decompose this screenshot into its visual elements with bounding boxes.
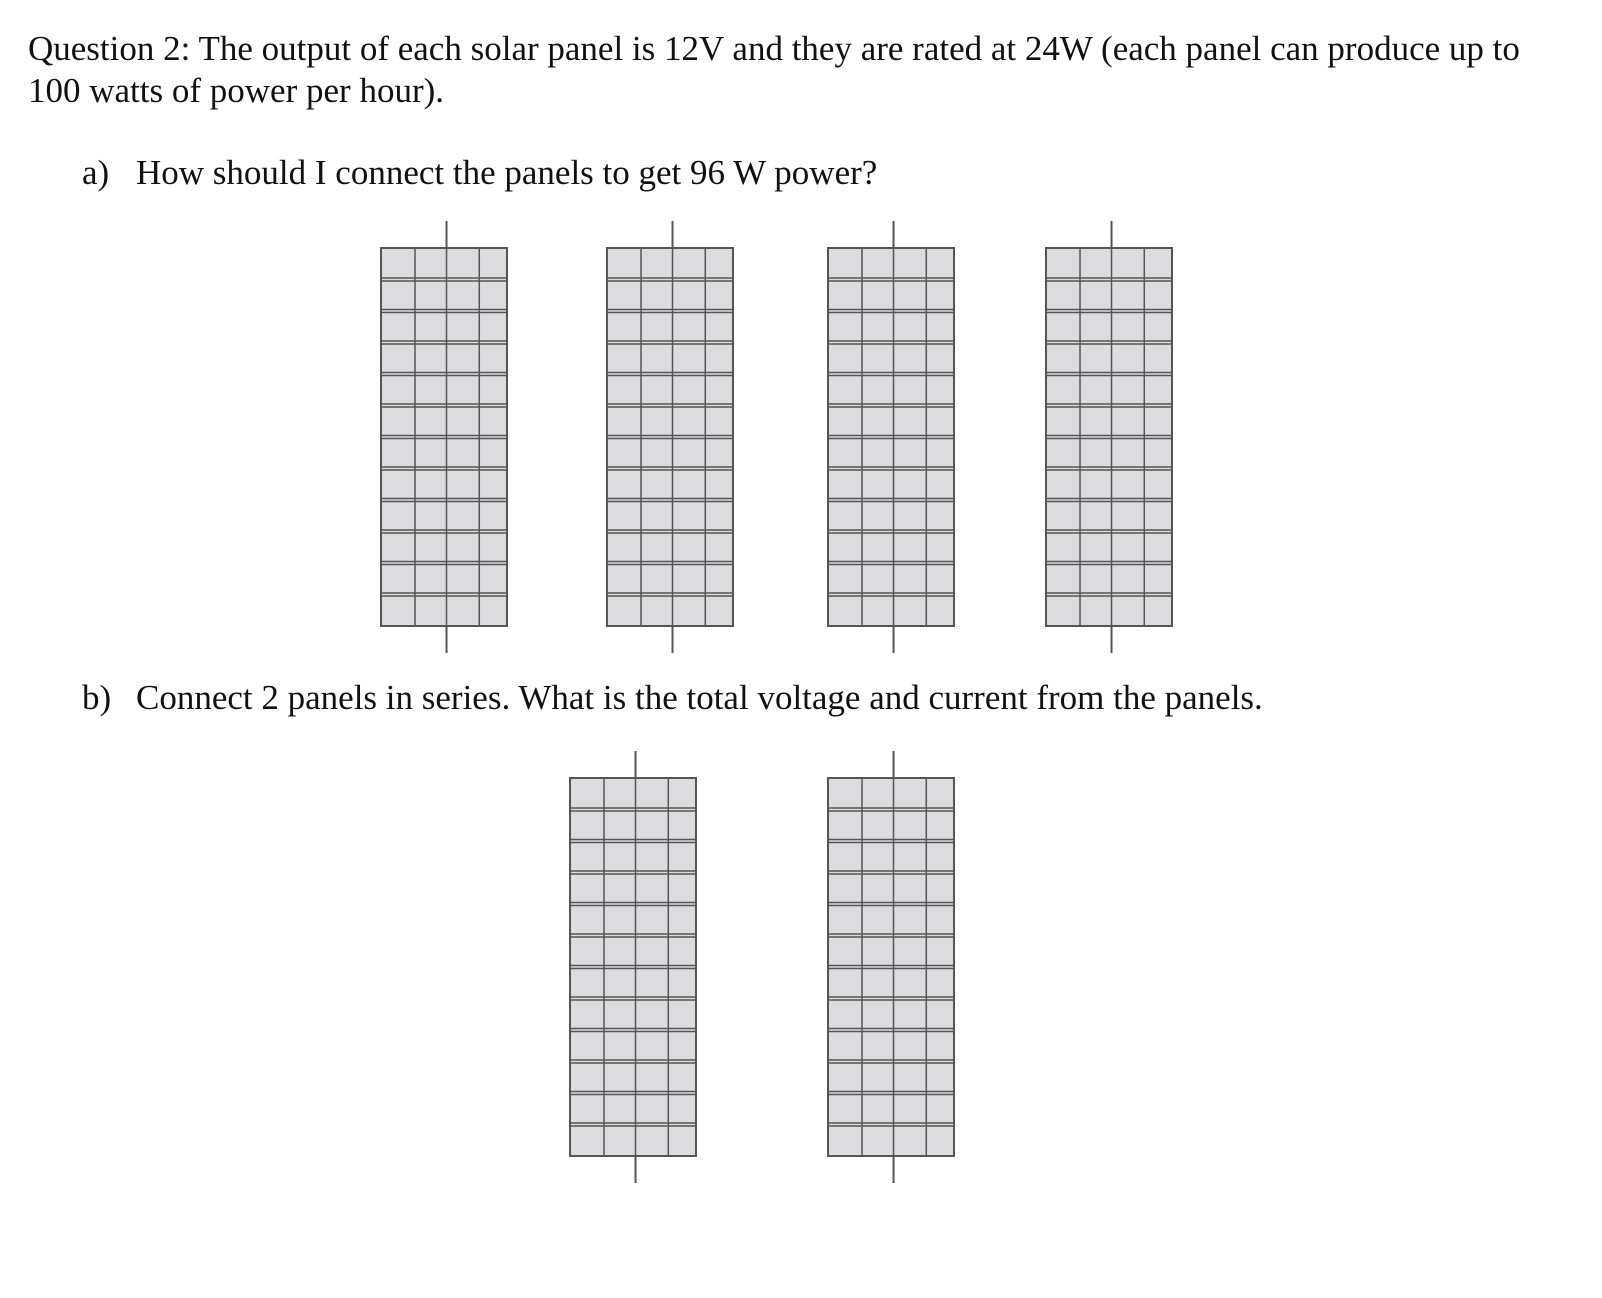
solar-panel-a-3 [828, 221, 954, 653]
panel-frame [1046, 248, 1172, 626]
panel-frame [570, 778, 696, 1156]
panel-frame [828, 248, 954, 626]
question-text: Question 2: The output of each solar panel is 12V and they are rated at 24W (each panel can produce up to 100 watts of power per hour). [28, 29, 1520, 110]
part-a-letter: a) [82, 153, 110, 192]
solar-panel-b-2 [828, 751, 954, 1183]
solar-panel-a-4 [1046, 221, 1172, 653]
solar-panel-a-1 [381, 221, 507, 653]
part-a-text: How should I connect the panels to get 96 W power? [136, 153, 878, 192]
solar-panel-a-2 [607, 221, 733, 653]
part-b-text: Connect 2 panels in series. What is the total voltage and current from the panels. [136, 678, 1263, 717]
panel-frame [607, 248, 733, 626]
panel-frame [828, 778, 954, 1156]
part-b-letter: b) [82, 678, 112, 717]
panel-frame [381, 248, 507, 626]
solar-panel-b-1 [570, 751, 696, 1183]
